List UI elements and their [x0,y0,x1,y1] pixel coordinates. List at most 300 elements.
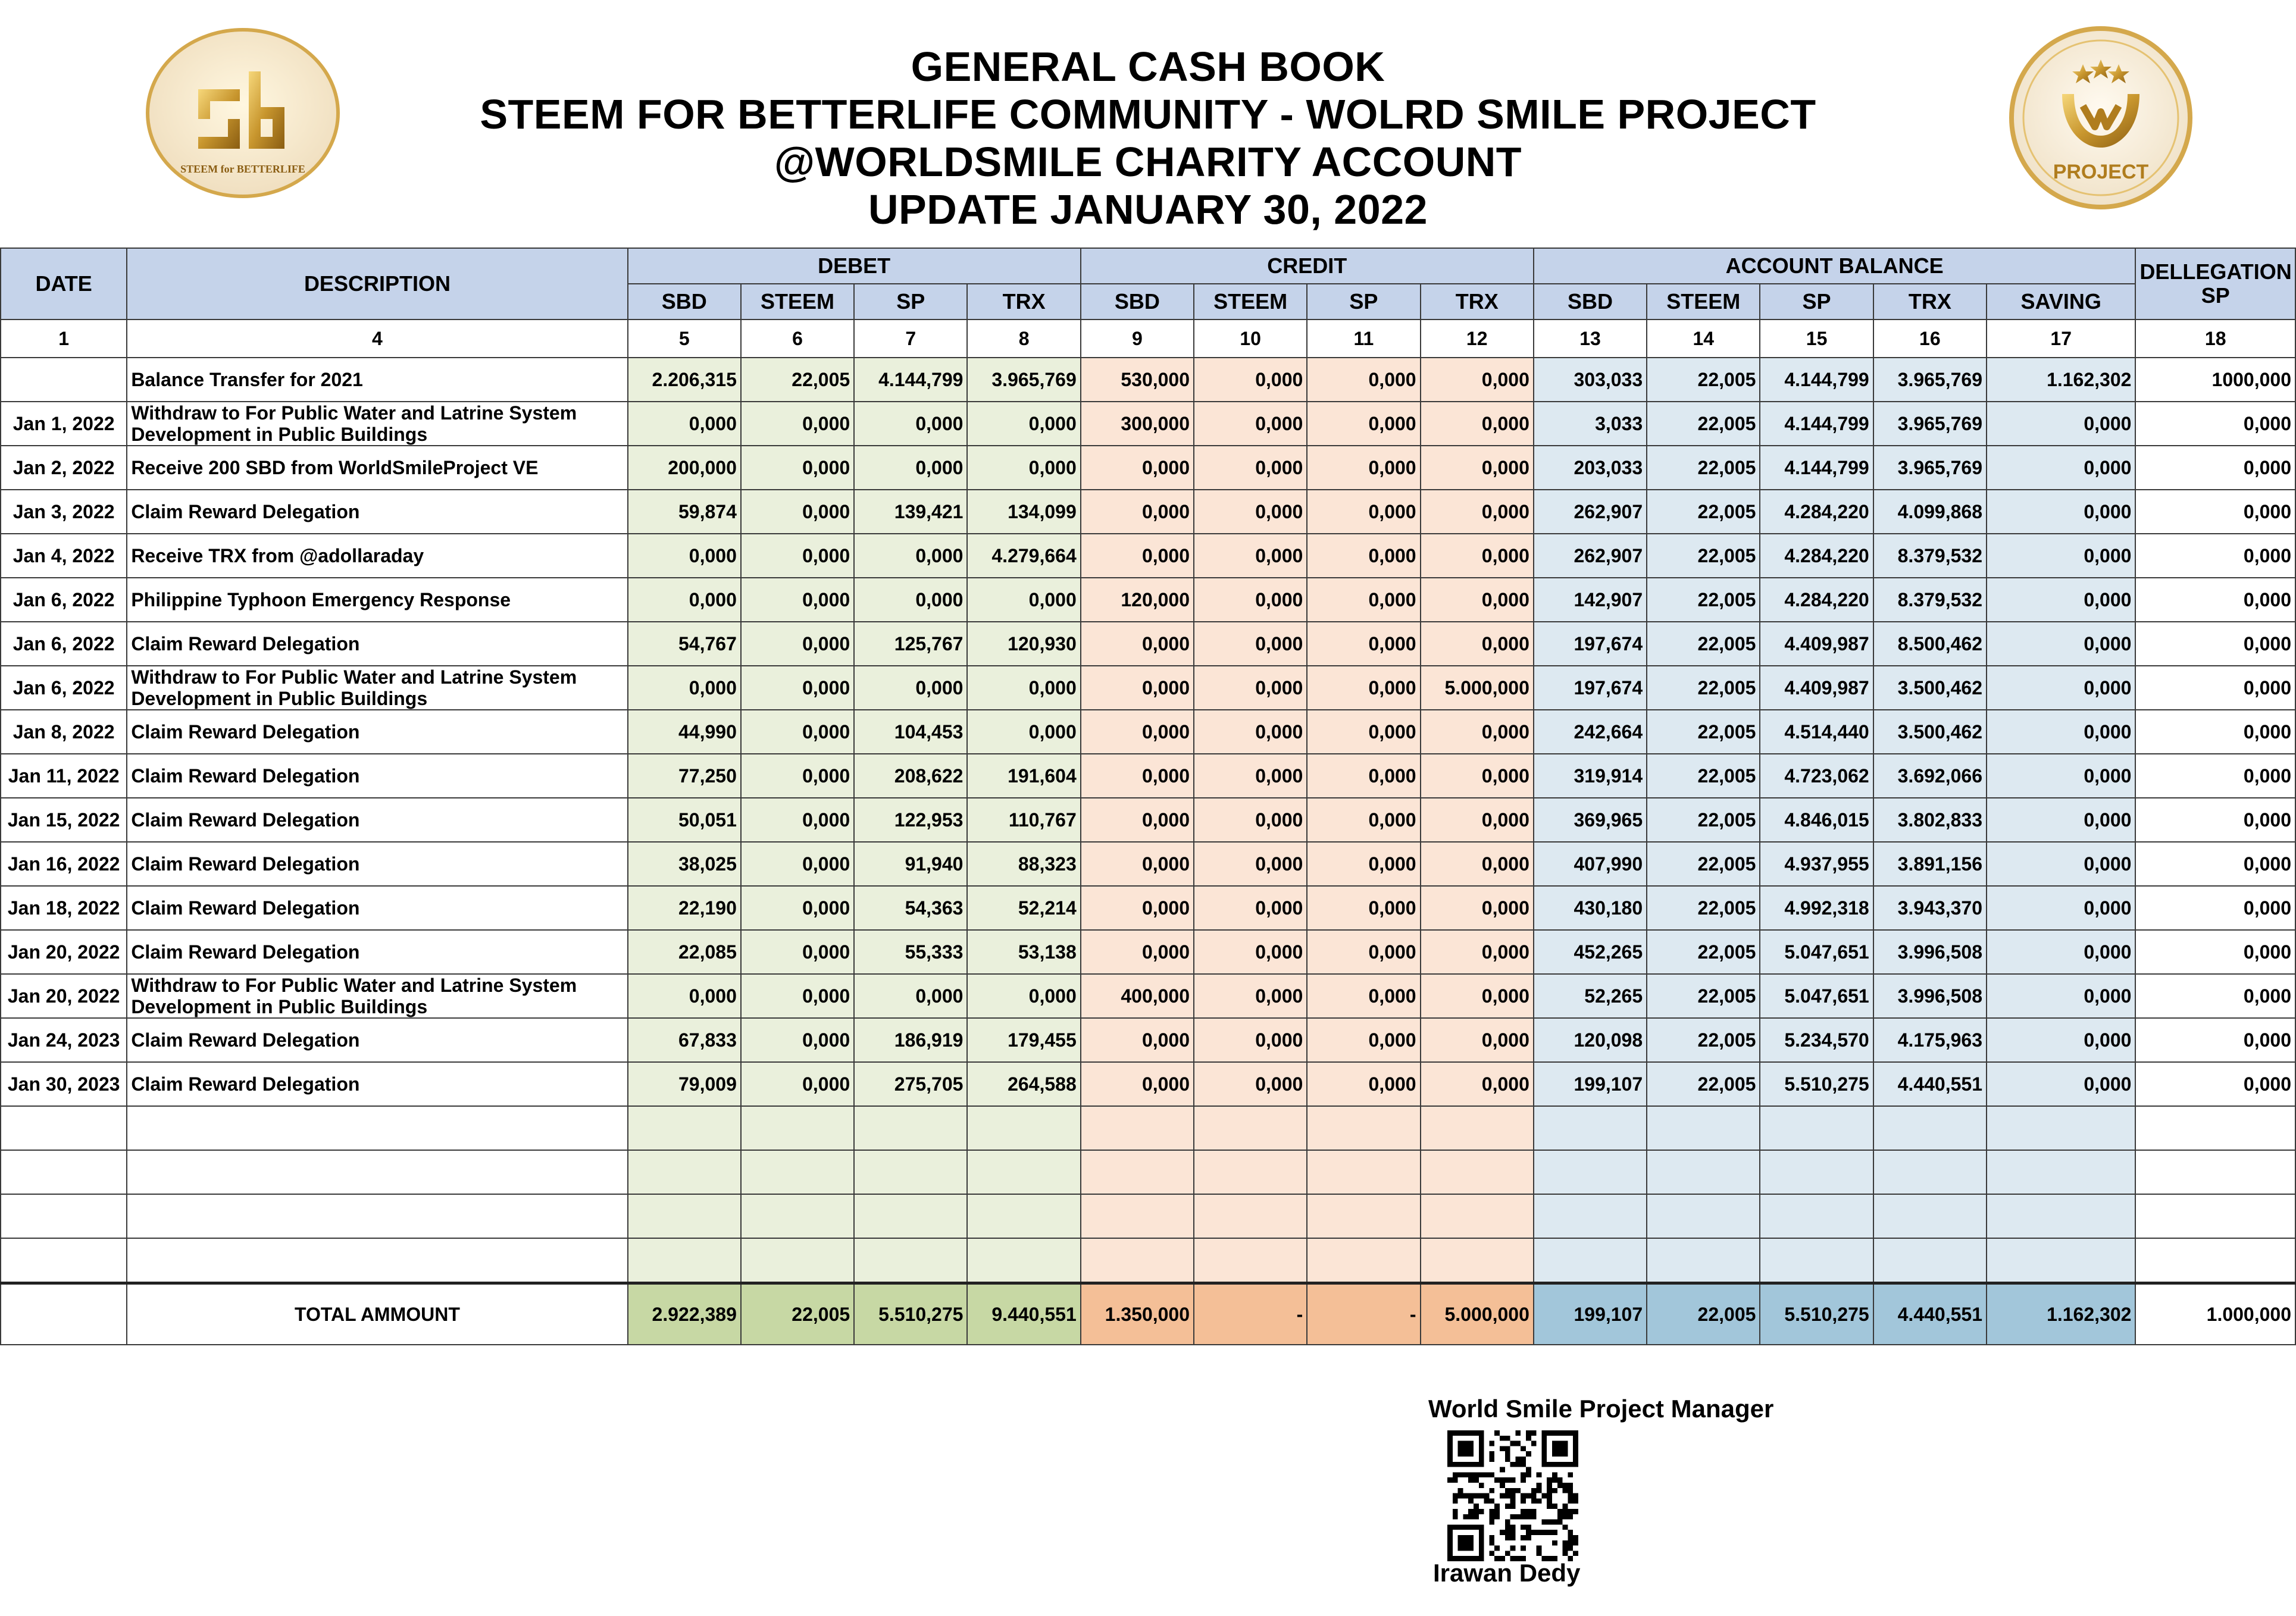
amount-cell: 0,000 [1081,842,1194,886]
empty-cell [1081,1238,1194,1283]
amount-cell: 3.965,769 [1873,358,1987,402]
empty-cell [967,1194,1080,1238]
table-row [1,754,2295,798]
amount-cell: 44,990 [628,710,741,754]
amount-cell: 0,000 [1081,1062,1194,1106]
date-cell: Jan 6, 2022 [1,622,127,666]
amount-cell: 0,000 [1421,1062,1534,1106]
column-index-cell: 10 [1194,320,1307,358]
empty-cell [2135,1238,2295,1283]
amount-cell: 22,005 [1647,446,1760,490]
amount-cell: 22,005 [741,358,854,402]
amount-cell: 0,000 [1987,842,2135,886]
amount-cell: 530,000 [1081,358,1194,402]
amount-cell: 5.000,000 [1421,666,1534,710]
header-credit: CREDIT [1081,248,1534,284]
amount-cell: 0,000 [1421,754,1534,798]
column-index-cell: 18 [2135,320,2295,358]
amount-cell: 134,099 [967,490,1080,534]
empty-cell [1081,1194,1194,1238]
column-index-cell: 4 [127,320,627,358]
amount-cell: 0,000 [1081,798,1194,842]
subheader-cell: SP [854,284,967,320]
amount-cell: 0,000 [967,710,1080,754]
description-cell: Withdraw to For Public Water and Latrine System Development in Public Buildings [127,974,627,1018]
amount-cell: 22,005 [1647,358,1760,402]
table-row [1,622,2295,666]
empty-cell [1534,1106,1647,1150]
column-index-cell: 9 [1081,320,1194,358]
empty-cell [1421,1238,1534,1283]
amount-cell: 0,000 [1081,930,1194,974]
subheader-cell: SP [1307,284,1420,320]
empty-cell [1873,1238,1987,1283]
table-row [1,578,2295,622]
amount-cell: 0,000 [741,886,854,930]
empty-cell [1873,1150,1987,1194]
date-cell: Jan 1, 2022 [1,402,127,446]
empty-cell [1534,1150,1647,1194]
amount-cell: 0,000 [2135,666,2295,710]
amount-cell: 53,138 [967,930,1080,974]
amount-cell: 0,000 [1194,1018,1307,1062]
date-cell: Jan 6, 2022 [1,578,127,622]
amount-cell: 0,000 [1307,622,1420,666]
amount-cell: 3.996,508 [1873,974,1987,1018]
amount-cell: 0,000 [1987,930,2135,974]
amount-cell: 0,000 [1421,710,1534,754]
empty-cell [1307,1194,1420,1238]
table-row [1,1018,2295,1062]
empty-row [1,1150,2295,1194]
empty-cell [967,1106,1080,1150]
amount-cell: 0,000 [1194,358,1307,402]
date-cell: Jan 16, 2022 [1,842,127,886]
amount-cell: 0,000 [1307,402,1420,446]
amount-cell: 4.144,799 [1760,446,1873,490]
empty-cell [854,1238,967,1283]
amount-cell: 0,000 [1307,710,1420,754]
amount-cell: 4.284,220 [1760,490,1873,534]
title-line-4: UPDATE JANUARY 30, 2022 [868,186,1428,233]
empty-cell [1760,1106,1873,1150]
subheader-cell: SBD [1534,284,1647,320]
amount-cell: 4.284,220 [1760,578,1873,622]
total-amount-cell: 1.162,302 [1987,1283,2135,1345]
amount-cell: 0,000 [967,578,1080,622]
amount-cell: 0,000 [741,490,854,534]
amount-cell: 0,000 [1421,930,1534,974]
empty-cell [1194,1106,1307,1150]
amount-cell: 0,000 [1194,842,1307,886]
amount-cell: 0,000 [1194,710,1307,754]
amount-cell: 22,005 [1647,974,1760,1018]
table-row [1,1062,2295,1106]
world-smile-project-logo [2006,23,2196,213]
empty-cell [967,1150,1080,1194]
table-row [1,446,2295,490]
amount-cell: 0,000 [967,666,1080,710]
date-cell: Jan 24, 2023 [1,1018,127,1062]
empty-row [1,1106,2295,1150]
amount-cell: 0,000 [1194,886,1307,930]
amount-cell: 3.965,769 [967,358,1080,402]
amount-cell: 0,000 [1081,534,1194,578]
amount-cell: 4.284,220 [1760,534,1873,578]
description-cell: Claim Reward Delegation [127,930,627,974]
amount-cell: 0,000 [1987,974,2135,1018]
amount-cell: 303,033 [1534,358,1647,402]
amount-cell: 0,000 [1081,754,1194,798]
amount-cell: 0,000 [1421,622,1534,666]
amount-cell: 0,000 [967,446,1080,490]
date-cell: Jan 6, 2022 [1,666,127,710]
amount-cell: 0,000 [2135,798,2295,842]
amount-cell: 4.409,987 [1760,622,1873,666]
description-cell: Claim Reward Delegation [127,842,627,886]
amount-cell: 0,000 [1987,886,2135,930]
amount-cell: 0,000 [1987,1018,2135,1062]
empty-cell [854,1194,967,1238]
amount-cell: 0,000 [1194,666,1307,710]
header-description: DESCRIPTION [127,248,627,320]
empty-cell [1081,1150,1194,1194]
empty-cell [1421,1106,1534,1150]
column-index-cell: 17 [1987,320,2135,358]
amount-cell: 22,005 [1647,930,1760,974]
column-index-row [1,320,2295,358]
amount-cell: 0,000 [1987,622,2135,666]
amount-cell: 5.047,651 [1760,930,1873,974]
empty-cell [1307,1106,1420,1150]
total-amount-cell: 5.000,000 [1421,1283,1534,1345]
amount-cell: 199,107 [1534,1062,1647,1106]
amount-cell: 22,005 [1647,886,1760,930]
date-cell: Jan 20, 2022 [1,974,127,1018]
amount-cell: 0,000 [854,446,967,490]
table-row [1,710,2295,754]
table-row [1,798,2295,842]
subheader-cell: SP [1760,284,1873,320]
amount-cell: 22,005 [1647,754,1760,798]
qr-code-icon [1447,1430,1578,1561]
empty-cell [1,1150,127,1194]
amount-cell: 0,000 [1421,358,1534,402]
empty-cell [967,1238,1080,1283]
amount-cell: 22,005 [1647,710,1760,754]
amount-cell: 0,000 [1194,446,1307,490]
empty-cell [1647,1194,1760,1238]
amount-cell: 5.047,651 [1760,974,1873,1018]
empty-cell [1987,1150,2135,1194]
group-header-row [1,248,2295,284]
empty-cell [1194,1238,1307,1283]
amount-cell: 77,250 [628,754,741,798]
amount-cell: 0,000 [628,402,741,446]
subheader-cell: SBD [1081,284,1194,320]
amount-cell: 0,000 [1081,446,1194,490]
amount-cell: 4.409,987 [1760,666,1873,710]
amount-cell: 0,000 [741,754,854,798]
amount-cell: 0,000 [1421,842,1534,886]
empty-cell [628,1194,741,1238]
empty-cell [1534,1238,1647,1283]
subheader-cell: SAVING [1987,284,2135,320]
amount-cell: 55,333 [854,930,967,974]
amount-cell: 22,005 [1647,1062,1760,1106]
amount-cell: 120,930 [967,622,1080,666]
empty-cell [1760,1150,1873,1194]
date-cell: Jan 2, 2022 [1,446,127,490]
amount-cell: 0,000 [1081,1018,1194,1062]
amount-cell: 0,000 [741,974,854,1018]
amount-cell: 0,000 [1307,754,1420,798]
amount-cell: 79,009 [628,1062,741,1106]
amount-cell: 0,000 [1081,710,1194,754]
amount-cell: 0,000 [1307,842,1420,886]
table-row [1,402,2295,446]
amount-cell: 5.510,275 [1760,1062,1873,1106]
empty-cell [1760,1238,1873,1283]
amount-cell: 0,000 [1421,1018,1534,1062]
amount-cell: 22,005 [1647,490,1760,534]
amount-cell: 0,000 [1987,490,2135,534]
empty-cell [741,1150,854,1194]
amount-cell: 0,000 [741,402,854,446]
amount-cell: 0,000 [2135,578,2295,622]
total-amount-cell: - [1194,1283,1307,1345]
title-block [0,43,2296,233]
amount-cell: 0,000 [1307,886,1420,930]
amount-cell: 0,000 [1194,490,1307,534]
amount-cell: 0,000 [1987,754,2135,798]
amount-cell: 0,000 [1307,1018,1420,1062]
amount-cell: 0,000 [2135,974,2295,1018]
amount-cell: 0,000 [1194,622,1307,666]
subheader-cell: TRX [967,284,1080,320]
description-cell: Claim Reward Delegation [127,754,627,798]
header-delegation: DELLEGATION SP [2135,248,2295,320]
column-index-cell: 6 [741,320,854,358]
description-cell: Philippine Typhoon Emergency Response [127,578,627,622]
amount-cell: 139,421 [854,490,967,534]
amount-cell: 0,000 [628,534,741,578]
amount-cell: 4.723,062 [1760,754,1873,798]
description-cell: Claim Reward Delegation [127,798,627,842]
table-row [1,930,2295,974]
empty-cell [1,1238,127,1283]
description-cell: Receive TRX from @adollaraday [127,534,627,578]
total-amount-cell: 1.350,000 [1081,1283,1194,1345]
amount-cell: 4.144,799 [854,358,967,402]
description-cell: Claim Reward Delegation [127,490,627,534]
empty-cell [628,1150,741,1194]
amount-cell: 4.099,868 [1873,490,1987,534]
description-cell: Claim Reward Delegation [127,1018,627,1062]
empty-cell [1873,1194,1987,1238]
amount-cell: 0,000 [741,446,854,490]
subheader-cell: STEEM [1647,284,1760,320]
amount-cell: 208,622 [854,754,967,798]
amount-cell: 22,085 [628,930,741,974]
amount-cell: 22,005 [1647,842,1760,886]
amount-cell: 0,000 [741,1018,854,1062]
date-cell: Jan 8, 2022 [1,710,127,754]
amount-cell: 0,000 [1421,446,1534,490]
table-row [1,490,2295,534]
steem-for-betterlife-logo [142,24,344,202]
amount-cell: 203,033 [1534,446,1647,490]
amount-cell: 0,000 [628,666,741,710]
amount-cell: 0,000 [1307,578,1420,622]
amount-cell: 8.379,532 [1873,534,1987,578]
amount-cell: 22,005 [1647,798,1760,842]
amount-cell: 22,005 [1647,578,1760,622]
title-line-3: @WORLDSMILE CHARITY ACCOUNT [774,139,1522,185]
amount-cell: 0,000 [2135,886,2295,930]
description-cell: Balance Transfer for 2021 [127,358,627,402]
amount-cell: 0,000 [741,710,854,754]
amount-cell: 430,180 [1534,886,1647,930]
amount-cell: 0,000 [1194,974,1307,1018]
amount-cell: 22,005 [1647,666,1760,710]
amount-cell: 0,000 [1307,930,1420,974]
empty-cell [127,1238,627,1283]
amount-cell: 52,265 [1534,974,1647,1018]
amount-cell: 0,000 [741,534,854,578]
empty-cell [1647,1106,1760,1150]
total-amount-cell: 5.510,275 [1760,1283,1873,1345]
amount-cell: 0,000 [1987,1062,2135,1106]
description-cell: Claim Reward Delegation [127,622,627,666]
empty-cell [2135,1106,2295,1150]
amount-cell: 22,005 [1647,534,1760,578]
column-index-cell: 14 [1647,320,1760,358]
date-cell: Jan 11, 2022 [1,754,127,798]
column-index-cell: 8 [967,320,1080,358]
cash-book-table [0,248,2296,1345]
empty-cell [1421,1150,1534,1194]
amount-cell: 0,000 [1421,490,1534,534]
total-amount-cell: - [1307,1283,1420,1345]
logo-right-text: PROJECT [2053,161,2149,183]
empty-cell [1760,1194,1873,1238]
amount-cell: 264,588 [967,1062,1080,1106]
description-cell: Claim Reward Delegation [127,710,627,754]
amount-cell: 3.500,462 [1873,666,1987,710]
empty-cell [127,1194,627,1238]
amount-cell: 4.514,440 [1760,710,1873,754]
amount-cell: 0,000 [1421,534,1534,578]
amount-cell: 0,000 [1194,1062,1307,1106]
amount-cell: 200,000 [628,446,741,490]
description-cell: Claim Reward Delegation [127,1062,627,1106]
amount-cell: 0,000 [1081,622,1194,666]
subheader-cell: TRX [1421,284,1534,320]
empty-row [1,1194,2295,1238]
amount-cell: 52,214 [967,886,1080,930]
date-cell [1,358,127,402]
amount-cell: 0,000 [854,402,967,446]
amount-cell: 22,005 [1647,402,1760,446]
amount-cell: 4.937,955 [1760,842,1873,886]
amount-cell: 0,000 [854,974,967,1018]
total-amount-cell: 22,005 [741,1283,854,1345]
amount-cell: 0,000 [2135,930,2295,974]
amount-cell: 3.965,769 [1873,402,1987,446]
table-row [1,842,2295,886]
empty-cell [741,1194,854,1238]
amount-cell: 0,000 [2135,842,2295,886]
amount-cell: 4.279,664 [967,534,1080,578]
amount-cell: 0,000 [1421,886,1534,930]
amount-cell: 197,674 [1534,666,1647,710]
amount-cell: 0,000 [1307,358,1420,402]
column-index-cell: 16 [1873,320,1987,358]
amount-cell: 0,000 [1421,402,1534,446]
description-cell: Receive 200 SBD from WorldSmileProject VE [127,446,627,490]
amount-cell: 0,000 [2135,754,2295,798]
amount-cell: 0,000 [628,578,741,622]
empty-cell [1534,1194,1647,1238]
amount-cell: 191,604 [967,754,1080,798]
amount-cell: 8.500,462 [1873,622,1987,666]
amount-cell: 0,000 [1194,930,1307,974]
amount-cell: 0,000 [2135,1062,2295,1106]
amount-cell: 369,965 [1534,798,1647,842]
amount-cell: 0,000 [741,798,854,842]
amount-cell: 0,000 [741,842,854,886]
amount-cell: 0,000 [967,974,1080,1018]
empty-cell [2135,1150,2295,1194]
amount-cell: 0,000 [1421,798,1534,842]
amount-cell: 0,000 [1987,446,2135,490]
amount-cell: 5.234,570 [1760,1018,1873,1062]
amount-cell: 122,953 [854,798,967,842]
amount-cell: 0,000 [1987,402,2135,446]
description-cell: Claim Reward Delegation [127,886,627,930]
empty-cell [1081,1106,1194,1150]
amount-cell: 4.144,799 [1760,358,1873,402]
amount-cell: 407,990 [1534,842,1647,886]
total-amount-cell: 22,005 [1647,1283,1760,1345]
table-row [1,358,2295,402]
amount-cell: 0,000 [628,974,741,1018]
amount-cell: 0,000 [1194,534,1307,578]
amount-cell: 0,000 [1987,666,2135,710]
amount-cell: 0,000 [2135,710,2295,754]
column-index-cell: 13 [1534,320,1647,358]
total-amount-cell: 199,107 [1534,1283,1647,1345]
subheader-cell: STEEM [741,284,854,320]
amount-cell: 4.175,963 [1873,1018,1987,1062]
amount-cell: 120,098 [1534,1018,1647,1062]
total-date-cell [1,1283,127,1345]
empty-row [1,1238,2295,1283]
amount-cell: 452,265 [1534,930,1647,974]
amount-cell: 3.891,156 [1873,842,1987,886]
amount-cell: 0,000 [1307,490,1420,534]
total-amount-cell: 4.440,551 [1873,1283,1987,1345]
amount-cell: 0,000 [1987,534,2135,578]
empty-cell [1,1194,127,1238]
amount-cell: 0,000 [1421,578,1534,622]
empty-cell [1987,1238,2135,1283]
date-cell: Jan 20, 2022 [1,930,127,974]
column-index-cell: 15 [1760,320,1873,358]
amount-cell: 3.802,833 [1873,798,1987,842]
amount-cell: 0,000 [854,578,967,622]
